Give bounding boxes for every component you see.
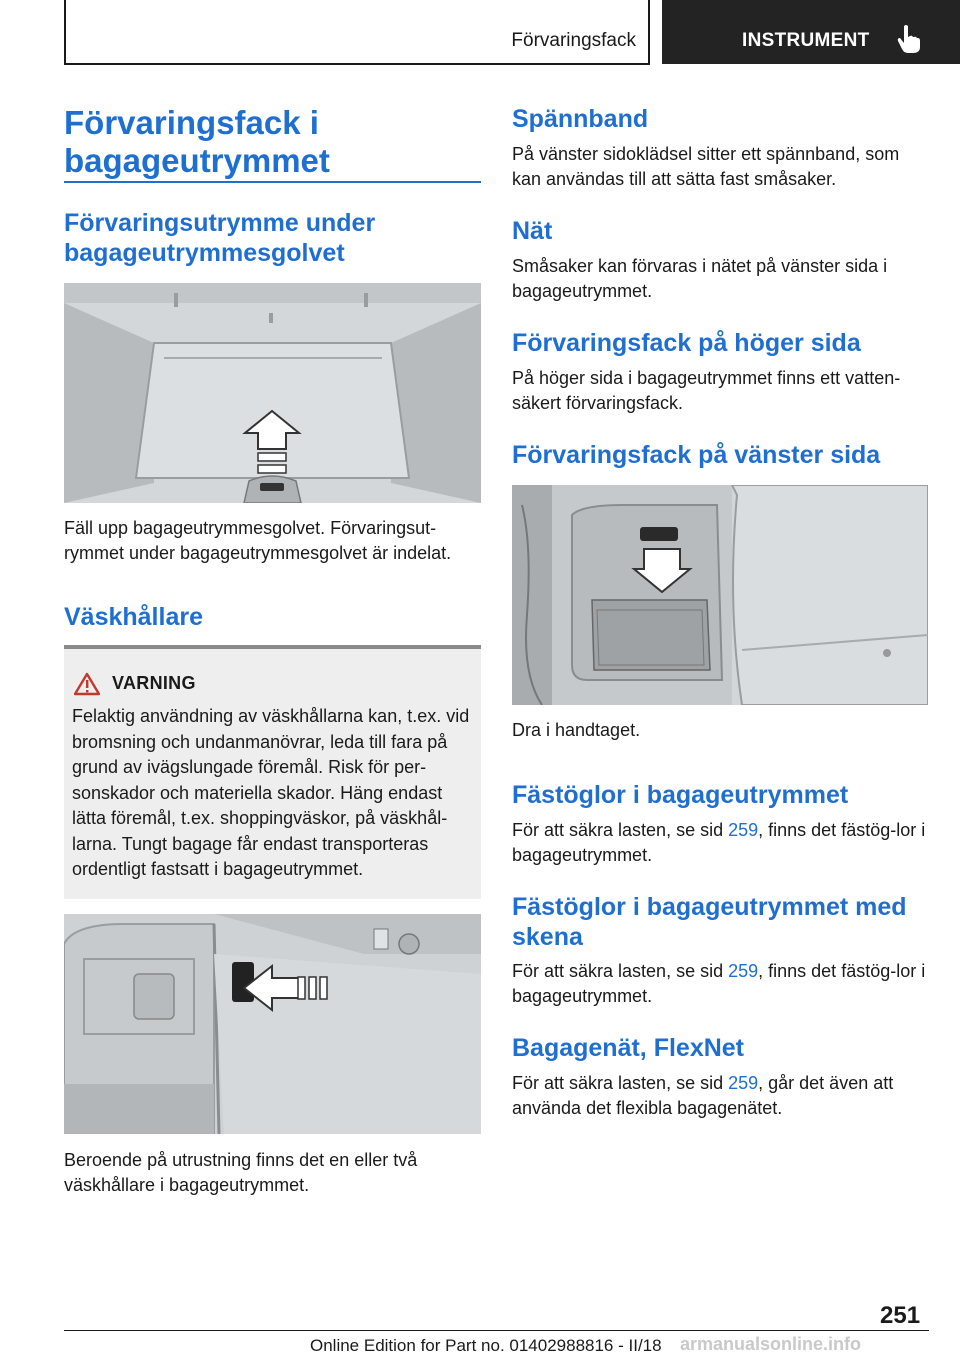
left-compartment-caption: Dra i handtaget.: [512, 720, 641, 740]
footer-edition: Online Edition for Part no. 01402988816 - II/18: [310, 1336, 662, 1355]
section-title-lashing-eyes-rail: Fästöglor i bagageutrymmet med skena: [512, 893, 907, 951]
section-title-net: Nät: [512, 217, 553, 245]
page-link-259[interactable]: 259: [728, 961, 759, 981]
footer-watermark: armanualsonline.info: [680, 1334, 862, 1354]
section-title-underfloor: Förvaringsutrymme under bagageutrymmesgolvet: [64, 209, 376, 267]
chapter-tab[interactable]: [662, 0, 960, 64]
net-text: Småsaker kan förvaras i nätet på vänster sida i bagageutrymmet.: [512, 256, 888, 301]
page-link-259[interactable]: 259: [728, 1073, 759, 1093]
title-rule: [64, 181, 481, 183]
flexnet-text-pre: För att säkra lasten, se sid: [512, 1073, 729, 1093]
left-compartment-image: [512, 485, 928, 705]
page-number: 251: [880, 1302, 921, 1329]
section-title-lashing-eyes: Fästöglor i bagageutrymmet: [512, 781, 849, 809]
lashing-eyes-rail-text-post: , finns det fästög-lor i bagageutrymmet.: [512, 961, 926, 1006]
section-title-flexnet: Bagagenät, FlexNet: [512, 1034, 745, 1062]
header-bottom-rule: [64, 63, 650, 65]
header-left-rule: [64, 0, 66, 64]
section-title-strap: Spännband: [512, 105, 649, 133]
right-compartment-text: På höger sida i bagageutrymmet finns ett vatten-säkert förvaringsfack.: [512, 368, 901, 413]
lashing-eyes-text: [512, 818, 932, 868]
warning-triangle-icon: [74, 672, 100, 696]
flexnet-text: [512, 1071, 932, 1121]
lashing-eyes-rail-text: [512, 959, 932, 1009]
page-title: Förvaringsfack i bagageutrymmet: [64, 104, 330, 179]
section-title-left-compartment: Förvaringsfack på vänster sida: [512, 441, 881, 469]
lashing-eyes-rail-text-pre: För att säkra lasten, se sid: [512, 961, 729, 981]
footer-rule: [64, 1330, 929, 1331]
lashing-eyes-text-post: , finns det fästög-lor i bagageutrymmet.: [512, 820, 926, 865]
warning-text: Felaktig användning av väskhållarna kan, t.ex. vid bromsning och undanmanövrar, leda till fara på grund av ivägslungade föremål. Risk för per-sonskador och materiella skador. Häng endast lätta föremål, t.ex. shoppingväskor, på väskhål-larna. Tungt bagage får endast transporteras ordentligt fastsatt i bagageutrymmet.: [72, 706, 470, 879]
chapter-label: INSTRUMENT: [742, 30, 870, 51]
strap-text: På vänster sidoklädsel sitter ett spännband, som kan användas till att sätta fast småsaker.: [512, 144, 900, 189]
header-separator: [648, 0, 650, 64]
bag-hook-caption: Beroende på utrustning finns det en eller två väskhållare i bagageutrymmet.: [64, 1150, 418, 1195]
warning-title: VARNING: [112, 673, 196, 693]
flexnet-text-post: , går det även att använda det flexibla bagagenätet.: [512, 1073, 894, 1118]
bag-hook-image: [64, 914, 481, 1134]
section-title-right-compartment: Förvaringsfack på höger sida: [512, 329, 861, 357]
lashing-eyes-text-pre: För att säkra lasten, se sid: [512, 820, 729, 840]
pointing-hand-icon: [896, 24, 922, 54]
underfloor-caption: Fäll upp bagageutrymmesgolvet. Förvaringsut-rymmet under bagageutrymmesgolvet är indelat.: [64, 518, 452, 563]
header-section-title: Förvaringsfack: [511, 30, 636, 51]
page-link-259[interactable]: 259: [728, 820, 759, 840]
underfloor-storage-image: [64, 283, 481, 503]
section-title-bag-hooks: Väskhållare: [64, 603, 203, 631]
